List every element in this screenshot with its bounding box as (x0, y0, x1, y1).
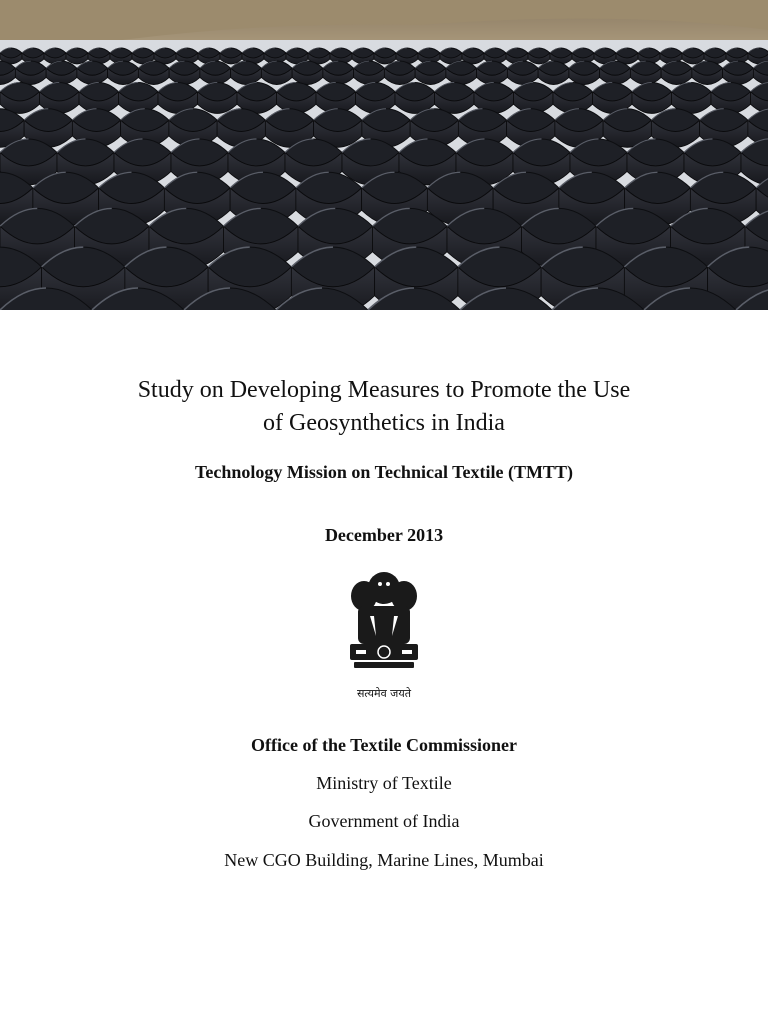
publication-date: December 2013 (324, 525, 444, 545)
document-subtitle: Technology Mission on Technical Textile (TMTT) (195, 462, 573, 482)
document-title (0, 374, 768, 440)
state-emblem-icon (340, 566, 428, 684)
emblem-motto: सत्यमेव जयते (356, 687, 411, 700)
ministry-name: Ministry of Textile (316, 773, 452, 793)
office-name: Office of the Textile Commissioner (251, 735, 517, 755)
title-line-1: Study on Developing Measures to Promote the Use (137, 377, 631, 403)
geocell-grid-image (0, 0, 768, 310)
title-line-2: of Geosynthetics in India (263, 410, 505, 436)
office-address: New CGO Building, Marine Lines, Mumbai (224, 850, 544, 870)
government-name: Government of India (308, 811, 460, 831)
cover-photo (0, 0, 768, 310)
